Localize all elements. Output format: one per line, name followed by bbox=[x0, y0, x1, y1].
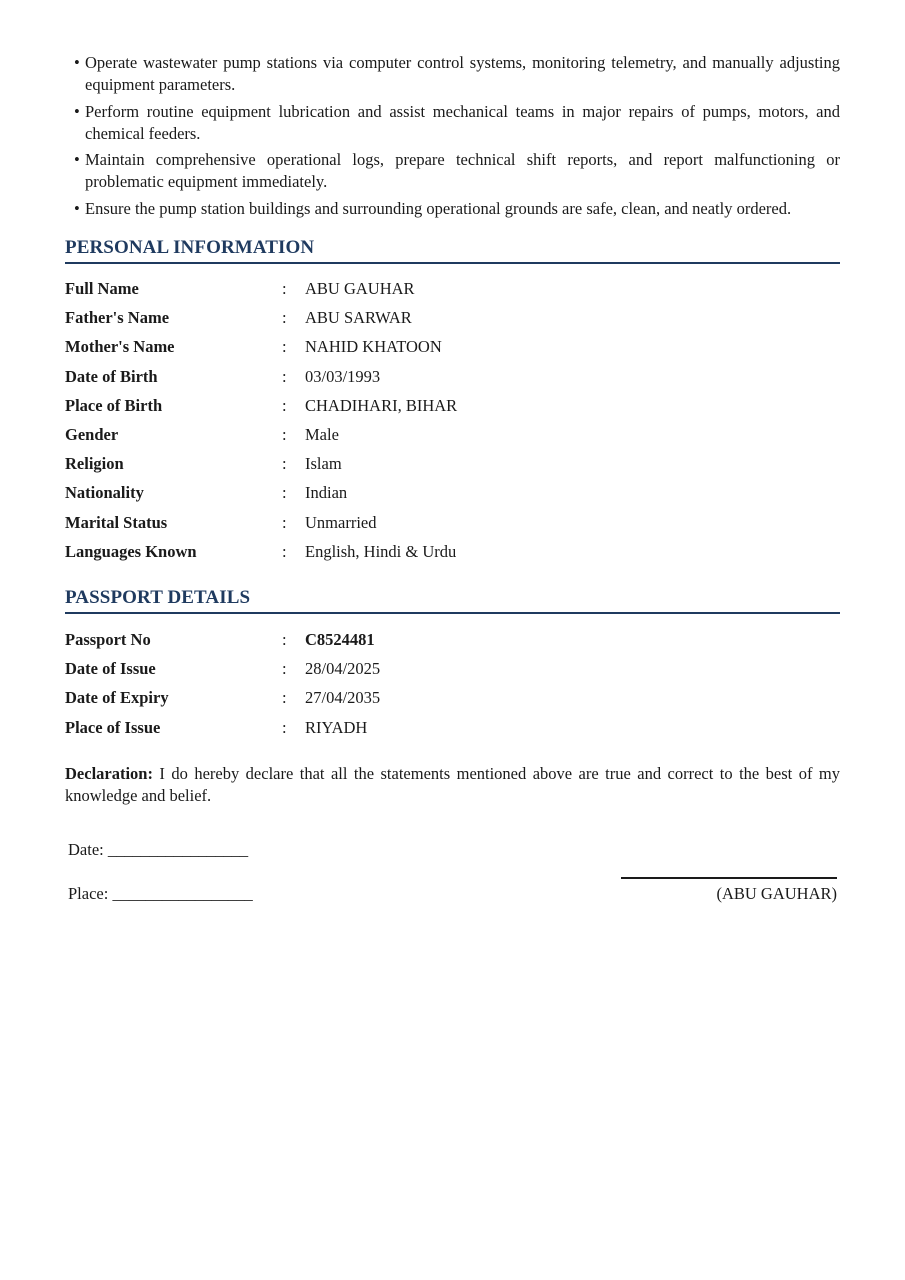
field-value: 28/04/2025 bbox=[305, 659, 381, 679]
separator: : bbox=[282, 717, 287, 737]
table-row bbox=[65, 275, 457, 304]
table-row bbox=[65, 684, 380, 713]
declaration-paragraph bbox=[65, 763, 840, 807]
field-label: Languages Known bbox=[65, 541, 197, 561]
passport-details-table bbox=[65, 625, 380, 742]
list-item bbox=[65, 198, 840, 220]
field-value: Indian bbox=[305, 483, 348, 503]
table-row bbox=[65, 304, 457, 333]
personal-information-table bbox=[65, 275, 457, 567]
field-label: Full Name bbox=[65, 279, 139, 299]
bullet-icon: • bbox=[74, 53, 80, 72]
list-item-text: Maintain comprehensive operational logs, prepare technical shift reports, and report malfunctioning or problematic equipment immediately. bbox=[85, 150, 840, 191]
field-value: ABU SARWAR bbox=[305, 308, 412, 328]
list-item bbox=[65, 149, 840, 193]
field-value: NAHID KHATOON bbox=[305, 337, 442, 357]
field-label: Place of Issue bbox=[65, 717, 161, 737]
table-row bbox=[65, 508, 457, 537]
field-label: Date of Issue bbox=[65, 659, 156, 679]
date-line: Date: _________________ bbox=[68, 840, 249, 860]
field-label: Marital Status bbox=[65, 512, 168, 532]
place-line: Place: _________________ bbox=[68, 884, 253, 904]
field-value: CHADIHARI, BIHAR bbox=[305, 395, 458, 415]
separator: : bbox=[282, 541, 287, 561]
field-label: Passport No bbox=[65, 629, 151, 649]
table-row bbox=[65, 391, 457, 420]
separator: : bbox=[282, 425, 287, 445]
table-row bbox=[65, 655, 380, 684]
field-value: English, Hindi & Urdu bbox=[305, 541, 457, 561]
field-value: RIYADH bbox=[305, 717, 368, 737]
separator: : bbox=[282, 629, 287, 649]
bullet-icon: • bbox=[74, 150, 80, 169]
field-value: Unmarried bbox=[305, 512, 377, 532]
table-row bbox=[65, 479, 457, 508]
list-item-text: Ensure the pump station buildings and surrounding operational grounds are safe, clean, and neatly ordered. bbox=[85, 198, 792, 218]
field-label: Father's Name bbox=[65, 308, 170, 328]
field-value: ABU GAUHAR bbox=[305, 279, 415, 299]
signature-block bbox=[65, 840, 840, 910]
separator: : bbox=[282, 688, 287, 708]
field-value: 03/03/1993 bbox=[305, 366, 381, 386]
field-label: Date of Birth bbox=[65, 366, 158, 386]
field-label: Nationality bbox=[65, 483, 144, 503]
separator: : bbox=[282, 366, 287, 386]
separator: : bbox=[282, 279, 287, 299]
separator: : bbox=[282, 454, 287, 474]
table-row bbox=[65, 420, 457, 449]
signature-rule bbox=[621, 877, 837, 879]
separator: : bbox=[282, 483, 287, 503]
separator: : bbox=[282, 659, 287, 679]
separator: : bbox=[282, 337, 287, 357]
table-row bbox=[65, 362, 457, 391]
field-label: Mother's Name bbox=[65, 337, 175, 357]
separator: : bbox=[282, 395, 287, 415]
personal-information-heading: PERSONAL INFORMATION bbox=[65, 237, 840, 264]
list-item-text: Perform routine equipment lubrication and assist mechanical teams in major repairs of pumps, motors, and chemical feeders. bbox=[85, 101, 840, 143]
table-row bbox=[65, 537, 457, 566]
table-row bbox=[65, 713, 380, 742]
list-item bbox=[65, 101, 840, 145]
field-label: Gender bbox=[65, 425, 119, 445]
field-label: Religion bbox=[65, 454, 124, 474]
declaration-text: I do hereby declare that all the statements mentioned above are true and correct to the best of my knowledge and belief. bbox=[65, 764, 840, 806]
table-row bbox=[65, 450, 457, 479]
passport-number-value: C8524481 bbox=[305, 629, 375, 649]
table-row bbox=[65, 625, 380, 654]
list-item-text: Operate wastewater pump stations via computer control systems, monitoring telemetry, and manually adjusting equipment parameters. bbox=[85, 53, 840, 94]
separator: : bbox=[282, 308, 287, 328]
field-label: Date of Expiry bbox=[65, 688, 169, 708]
field-label: Place of Birth bbox=[65, 395, 163, 415]
list-item bbox=[65, 52, 840, 96]
bullet-icon: • bbox=[74, 101, 80, 121]
passport-details-heading: PASSPORT DETAILS bbox=[65, 587, 840, 614]
responsibilities-list bbox=[65, 52, 840, 220]
field-value: Male bbox=[305, 425, 339, 445]
table-row bbox=[65, 333, 457, 362]
signatory-name: (ABU GAUHAR) bbox=[716, 884, 837, 904]
declaration-label: Declaration: bbox=[65, 764, 153, 784]
field-value: Islam bbox=[305, 454, 342, 474]
field-value: 27/04/2035 bbox=[305, 688, 381, 708]
bullet-icon: • bbox=[74, 198, 80, 218]
separator: : bbox=[282, 512, 287, 532]
